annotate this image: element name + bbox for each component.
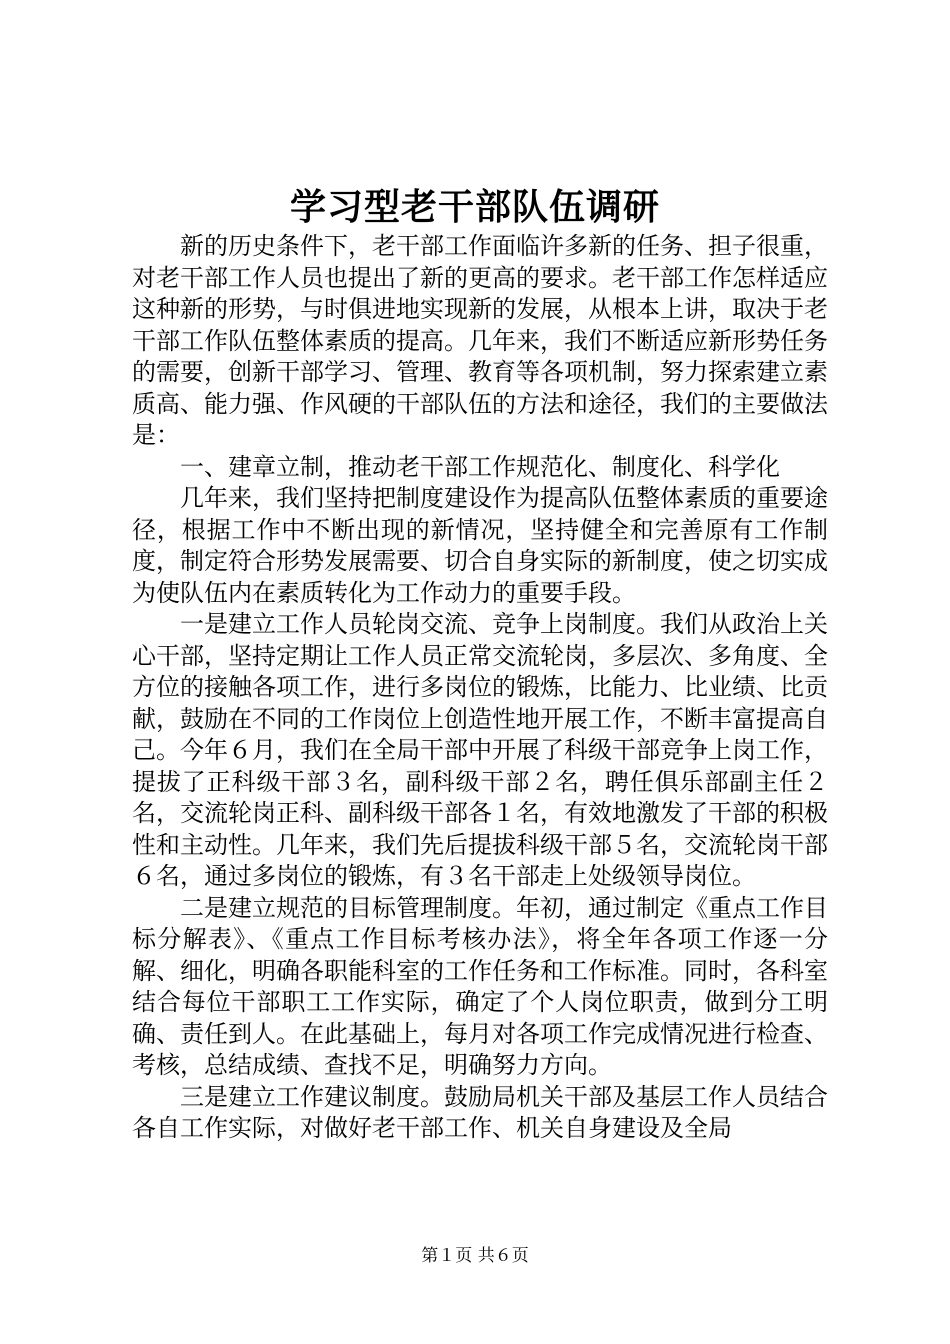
section-heading-1: 一、建章立制，推动老干部工作规范化、制度化、科学化 bbox=[180, 452, 780, 481]
paragraph-institutions: 几年来，我们坚持把制度建设作为提高队伍整体素质的重要途径，根据工作中不断出现的新情况，坚持健全和完善原有工作制度，制定符合形势发展需要、切合自身实际的新制度，使之切实成为使队伍内在素质转化为工作动力的重要手段。 bbox=[132, 484, 828, 607]
paragraph-suggestion-system: 三是建立工作建议制度。鼓励局机关干部及基层工作人员结合各自工作实际，对做好老干部工作、机关自身建设及全局 bbox=[132, 1082, 828, 1142]
page-footer: 第１页 共６页 bbox=[421, 1246, 529, 1266]
paragraph-rotation-system: 一是建立工作人员轮岗交流、竞争上岗制度。我们从政治上关心干部，坚持定期让工作人员正常交流轮岗，多层次、多角度、全方位的接触各项工作，进行多岗位的锻炼，比能力、比业绩、比贡献，鼓励在不同的工作岗位上创造性地开展工作，不断丰富提高自己。今年６月，我们在全局干部中开展了科级干部竞争上岗工作，提拔了正科级干部３名，副科级干部２名，聘任俱乐部副主任２名，交流轮岗正科、副科级干部各１名，有效地激发了干部的积极性和主动性。几年来，我们先后提拔科级干部５名，交流轮岗干部６名，通过多岗位的锻炼，有３名干部走上处级领导岗位。 bbox=[132, 610, 828, 890]
document-title: 学习型老干部队伍调研 bbox=[289, 186, 660, 228]
paragraph-target-management: 二是建立规范的目标管理制度。年初，通过制定《重点工作目标分解表》、《重点工作目标考核办法》，将全年各项工作逐一分解、细化，明确各职能科室的工作任务和工作标准。同时，各科室结合每位干部职工工作实际，确定了个人岗位职责，做到分工明确、责任到人。在此基础上，每月对各项工作完成情况进行检查、考核，总结成绩、查找不足，明确努力方向。 bbox=[132, 893, 828, 1079]
paragraph-intro: 新的历史条件下，老干部工作面临许多新的任务、担子很重，对老干部工作人员也提出了新的更高的要求。老干部工作怎样适应这种新的形势，与时俱进地实现新的发展，从根本上讲，取决于老干部工作队伍整体素质的提高。几年来，我们不断适应新形势任务的需要，创新干部学习、管理、教育等各项机制，努力探索建立素质高、能力强、作风硬的干部队伍的方法和途径，我们的主要做法是： bbox=[132, 232, 828, 449]
document-body bbox=[132, 231, 828, 1145]
